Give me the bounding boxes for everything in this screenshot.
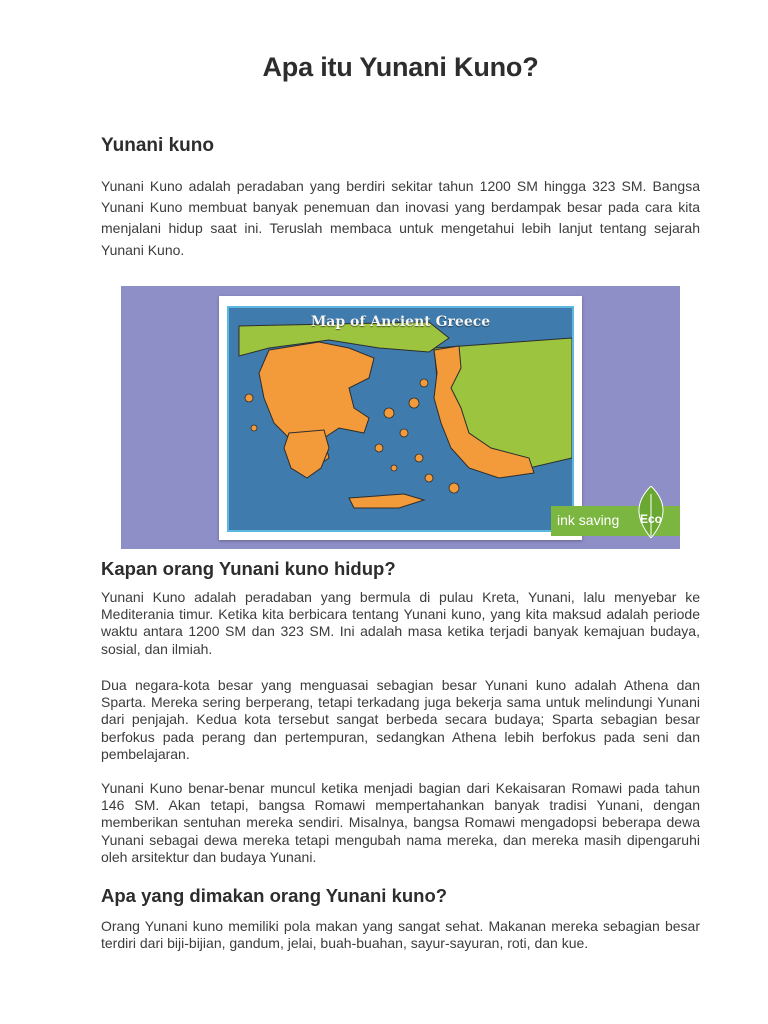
paragraph: Yunani Kuno adalah peradaban yang bermula di pulau Kreta, Yunani, lalu menyebar ke Mediterania timur. Ketika kita berbicara tentang Yunani kuno, yang kita maksud adalah periode waktu antara 1200 SM dan 323 SM. Ini adalah masa ketika terjadi banyak kemajuan budaya, sosial, dan ilmiah. <box>101 589 700 657</box>
page-title: Apa itu Yunani Kuno? <box>262 52 539 82</box>
eco-label: Eco <box>639 512 662 526</box>
map-title: Map of Ancient Greece <box>310 314 491 330</box>
eco-leaf-icon <box>629 486 673 538</box>
paragraph: Dua negara-kota besar yang menguasai sebagian besar Yunani kuno adalah Athena dan Sparta. Mereka sering berperang, tetapi terkadang juga bekerja sama untuk melindungi Yunani dari penjajah. Kedua kota tersebut sangat berbeda secara budaya; Sparta sebagian besar berfokus pada perang dan pertempuran, sedangkan Athena lebih berfokus pada seni dan pembelajaran. <box>101 677 700 762</box>
ink-saving-label: ink saving <box>557 512 620 528</box>
section-heading-kapan: Kapan orang Yunani kuno hidup? <box>101 558 396 579</box>
map-figure <box>121 286 680 549</box>
ancient-greece-map <box>227 306 574 532</box>
paragraph: Orang Yunani kuno memiliki pola makan yang sangat sehat. Makanan mereka sebagian besar terdiri dari biji-bijian, gandum, jelai, buah-buahan, sayur-sayuran, roti, dan kue. <box>101 918 700 952</box>
section-heading-makanan: Apa yang dimakan orang Yunani kuno? <box>101 885 448 906</box>
ink-saving-badge <box>551 506 680 536</box>
map-illustration <box>229 308 572 530</box>
section-heading-yunani-kuno: Yunani kuno <box>101 135 214 156</box>
paragraph: Yunani Kuno benar-benar muncul ketika menjadi bagian dari Kekaisaran Romawi pada tahun 146 SM. Akan tetapi, bangsa Romawi mempertahankan banyak tradisi Yunani, dengan memberikan sentuhan mereka sendiri. Misalnya, bangsa Romawi mengadopsi beberapa dewa Yunani sebagai dewa mereka tetapi mengubah nama mereka, dan mereka masih dipengaruhi oleh arsitektur dan budaya Yunani. <box>101 780 700 865</box>
map-poster-frame <box>219 296 582 540</box>
intro-paragraph: Yunani Kuno adalah peradaban yang berdiri sekitar tahun 1200 SM hingga 323 SM. Bangsa Yunani Kuno membuat banyak penemuan dan inovasi yang berdampak besar pada cara kita menjalani hidup saat ini. Teruslah membaca untuk mengetahui lebih lanjut tentang sejarah Yunani Kuno. <box>101 178 700 258</box>
